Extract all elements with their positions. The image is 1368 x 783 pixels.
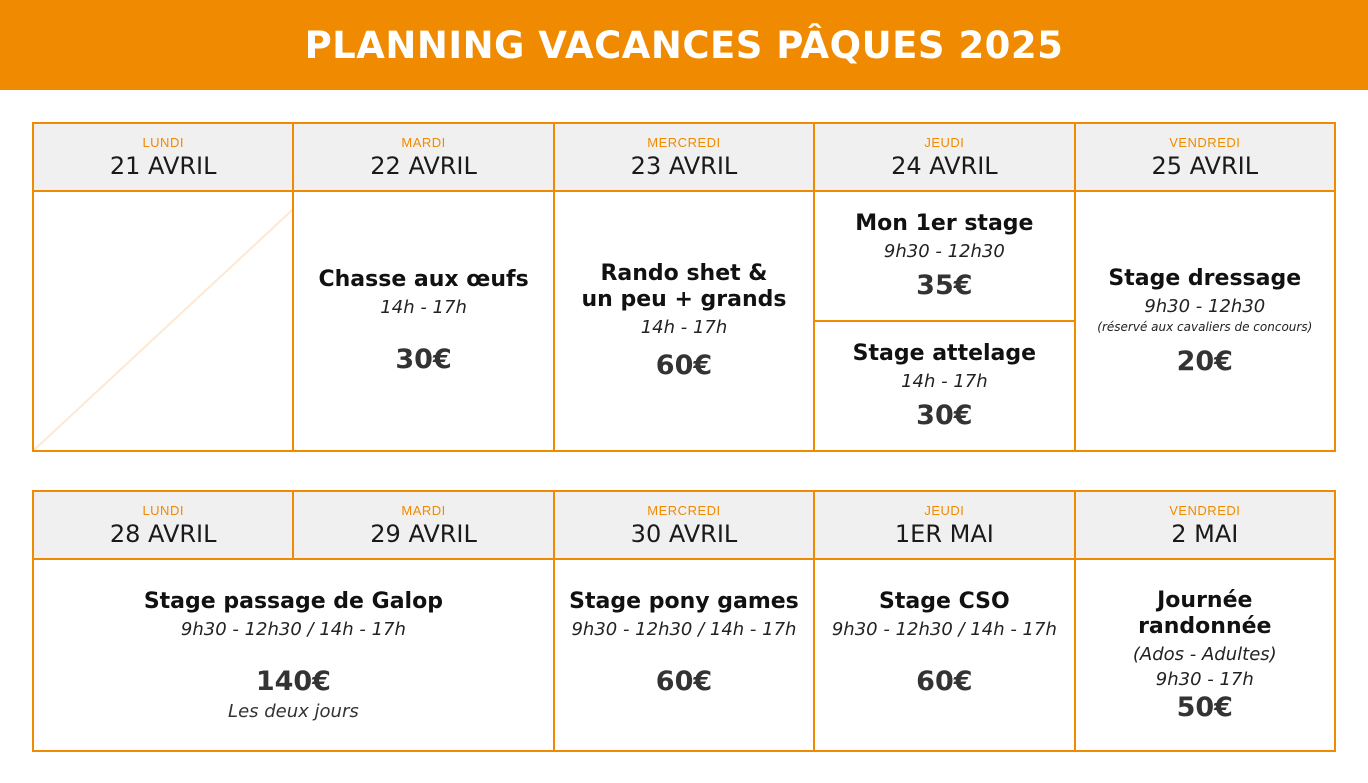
activity-time: 9h30 - 17h	[1155, 668, 1254, 690]
day-name: LUNDI	[142, 134, 184, 150]
day-header-friday	[1075, 123, 1335, 191]
day-header-thursday	[814, 491, 1074, 559]
day-date: 29 AVRIL	[370, 519, 477, 548]
activity-title: Stage passage de Galop	[143, 588, 443, 614]
day-name: MARDI	[401, 134, 446, 150]
activity-title: Stage attelage	[852, 341, 1037, 366]
activity-time: 9h30 - 12h30 / 14h - 17h	[831, 618, 1057, 640]
week-1-table	[32, 122, 1336, 452]
week-1-body-row	[33, 191, 1335, 321]
day-date: 21 AVRIL	[109, 151, 217, 180]
activity-price: 60€	[655, 350, 713, 381]
day-date: 2 MAI	[1171, 519, 1239, 548]
day-date: 22 AVRIL	[370, 151, 477, 180]
activity-price: 35€	[916, 270, 973, 301]
day-name: VENDREDI	[1169, 502, 1241, 518]
activity-price: 30€	[916, 400, 973, 431]
day-name: JEUDI	[924, 134, 965, 150]
activity-title: Stage dressage	[1108, 265, 1302, 291]
day-header-tuesday	[293, 491, 553, 559]
activity-cell-wednesday	[554, 191, 814, 451]
day-date: 25 AVRIL	[1151, 151, 1259, 180]
day-header-wednesday	[554, 123, 814, 191]
activity-cell-wednesday	[554, 559, 814, 751]
activity-price: 50€	[1176, 691, 1233, 723]
empty-cell-monday	[33, 191, 293, 451]
day-name: LUNDI	[142, 502, 184, 518]
activity-cell-tuesday	[293, 191, 553, 451]
week-1-header-row	[33, 123, 1335, 191]
activity-title: Chasse aux œufs	[318, 267, 529, 292]
week-2-table	[32, 490, 1336, 752]
activity-cell-thursday-afternoon	[814, 321, 1074, 451]
activity-title: Stage pony games	[569, 588, 799, 614]
activity-time: 14h - 17h	[901, 371, 988, 392]
week-2-header-row	[33, 491, 1335, 559]
title-banner	[0, 0, 1368, 90]
day-date: 23 AVRIL	[630, 151, 738, 180]
day-header-monday	[33, 123, 293, 191]
day-name: MERCREDI	[647, 502, 721, 518]
day-header-wednesday	[554, 491, 814, 559]
activity-cell-monday-tuesday	[33, 559, 554, 751]
day-date: 28 AVRIL	[109, 519, 217, 548]
activity-price: 60€	[655, 665, 713, 697]
activity-title-line1: Rando shet &	[600, 261, 768, 286]
day-date: 24 AVRIL	[891, 151, 998, 180]
activity-cell-thursday-morning	[814, 191, 1074, 321]
activity-time: 9h30 - 12h30 / 14h - 17h	[180, 618, 406, 640]
day-name: JEUDI	[924, 502, 965, 518]
activity-cell-thursday	[814, 559, 1074, 751]
activity-price: 30€	[395, 344, 452, 375]
activity-time: 9h30 - 12h30 / 14h - 17h	[571, 618, 797, 640]
diagonal-line-decoration	[34, 192, 292, 450]
day-name: VENDREDI	[1169, 134, 1241, 150]
activity-title-line1: Journée	[1157, 587, 1253, 613]
activity-time: 14h - 17h	[640, 317, 728, 338]
day-date: 1ER MAI	[894, 519, 994, 548]
day-header-tuesday	[293, 123, 553, 191]
activity-title: Mon 1er stage	[855, 211, 1034, 236]
activity-note: Les deux jours	[228, 700, 359, 722]
activity-time: 9h30 - 12h30	[883, 241, 1005, 262]
activity-cell-friday	[1075, 559, 1335, 751]
activity-title: Stage CSO	[879, 588, 1010, 614]
week-2-body-row	[33, 559, 1335, 751]
day-header-thursday	[814, 123, 1074, 191]
activity-time: 9h30 - 12h30	[1144, 295, 1266, 317]
activity-audience: (Ados - Adultes)	[1132, 643, 1277, 665]
page-title: PLANNING VACANCES PÂQUES 2025	[304, 23, 1064, 67]
day-header-monday	[33, 491, 293, 559]
day-date: 30 AVRIL	[630, 519, 738, 548]
activity-price: 20€	[1176, 345, 1233, 377]
day-header-friday	[1075, 491, 1335, 559]
day-name: MARDI	[401, 502, 446, 518]
activity-price: 60€	[916, 665, 973, 697]
activity-time: 14h - 17h	[380, 297, 467, 318]
activity-cell-friday	[1075, 191, 1335, 451]
activity-title-line2: randonnée	[1138, 613, 1272, 639]
activity-title-line2: un peu + grands	[581, 287, 787, 312]
activity-note: (réservé aux cavaliers de concours)	[1097, 319, 1313, 334]
day-name: MERCREDI	[647, 134, 721, 150]
activity-price: 140€	[255, 665, 331, 697]
